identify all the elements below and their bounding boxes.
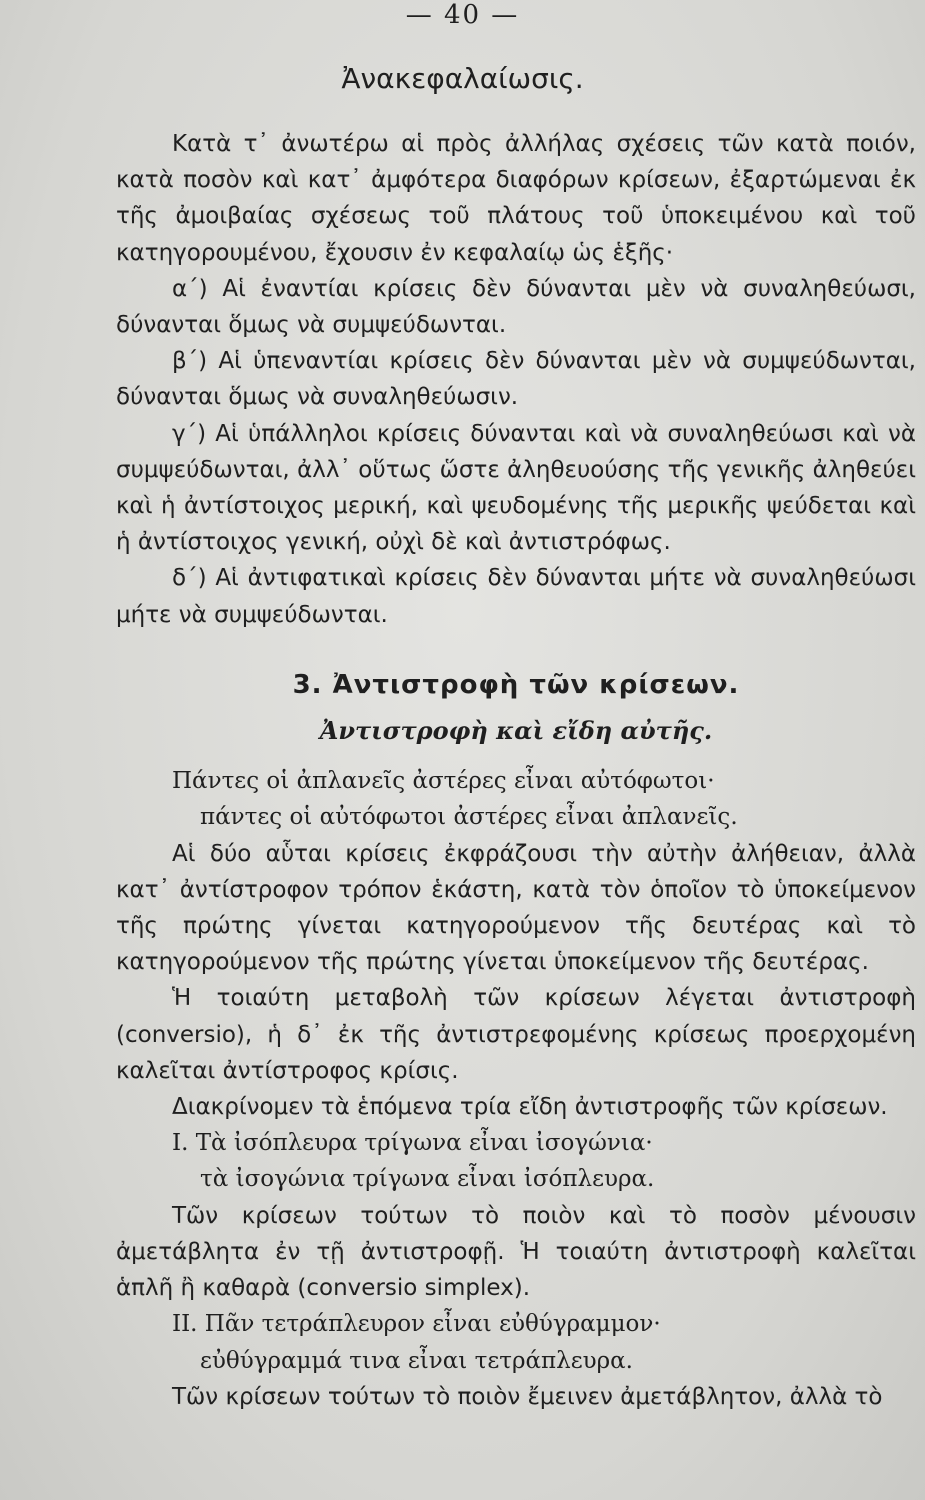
paragraph-2: Ἡ τοιαύτη μεταβολὴ τῶν κρίσεων λέγεται ἀντιστροφὴ (conversio), ἡ δ᾽ ἐκ τῆς ἀντιστρεφομένης κρίσεως προερχομένη καλεῖται ἀντίστροφος κρίσις.: [116, 985, 916, 1084]
recap-item-b: β΄) Αἱ ὑπεναντίαι κρίσεις δὲν δύνανται μὲν νὰ συμψεύδωνται, δύνανται ὅμως νὰ συναληθεύωσιν.: [116, 348, 916, 411]
page-body: [116, 126, 916, 1415]
section-title: 3. Ἀντιστροφὴ τῶν κρίσεων.: [292, 669, 740, 700]
section-subtitle: Ἀντιστροφὴ καὶ εἴδη αὐτῆς.: [319, 716, 713, 746]
recap-item-d: δ΄) Αἱ ἀντιφατικαὶ κρίσεις δὲν δύνανται μήτε νὰ συναληθεύωσι μήτε νὰ συμψεύδωνται.: [116, 565, 916, 628]
paragraph-1: Αἱ δύο αὗται κρίσεις ἐκφράζουσι τὴν αὐτὴν ἀλήθειαν, ἀλλὰ κατ᾽ ἀντίστροφον τρόπον ἑκάστη, κατὰ τὸν ὁποῖον τὸ ὑποκείμενον τῆς πρώτης γίνεται κατηγορούμενον τῆς δευτέρας καὶ τὸ κατηγορούμενον τῆς πρώτης γίνεται ὑποκείμενον τῆς δευτέρας.: [116, 840, 916, 976]
example-i-line-1: I. Τὰ ἰσόπλευρα τρίγωνα εἶναι ἰσογώνια·: [172, 1130, 653, 1157]
paragraph-3: Διακρίνομεν τὰ ἑπόμενα τρία εἴδη ἀντιστροφῆς τῶν κρίσεων.: [172, 1094, 888, 1121]
example-i-line-2: τὰ ἰσογώνια τρίγωνα εἶναι ἰσόπλευρα.: [200, 1166, 655, 1193]
paragraph-5: Τῶν κρίσεων τούτων τὸ ποιὸν ἔμεινεν ἀμετάβλητον, ἀλλὰ τὸ: [172, 1383, 883, 1410]
example-1-line-2: πάντες οἱ αὐτόφωτοι ἀστέρες εἶναι ἀπλανεῖς.: [200, 804, 738, 831]
paragraph-4: Τῶν κρίσεων τούτων τὸ ποιὸν καὶ τὸ ποσὸν μένουσιν ἀμετάβλητα ἐν τῇ ἀντιστροφῇ. Ἡ τοιαύτη ἀντιστροφὴ καλεῖται ἁπλῆ ἢ καθαρὰ (conversio simplex).: [116, 1202, 916, 1302]
example-ii-line-1: II. Πᾶν τετράπλευρον εἶναι εὐθύγραμμον·: [172, 1311, 661, 1338]
recap-item-a: α΄) Αἱ ἐναντίαι κρίσεις δὲν δύνανται μὲν νὰ συναληθεύωσι, δύνανται ὅμως νὰ συμψεύδωνται.: [116, 275, 916, 339]
section-gap: [116, 633, 916, 663]
page-heading: Ἀνακεφαλαίωσις.: [341, 62, 584, 95]
example-1-line-1: Πάντες οἱ ἀπλανεῖς ἀστέρες εἶναι αὐτόφωτοι·: [172, 768, 715, 795]
page-number: — 40 —: [405, 0, 520, 30]
recap-intro: Κατὰ τ᾽ ἀνωτέρω αἱ πρὸς ἀλλήλας σχέσεις τῶν κατὰ ποιόν, κατὰ ποσὸν καὶ κατ᾽ ἀμφότερα διαφόρων κρίσεων, ἐξαρτώμεναι ἐκ τῆς ἀμοιβαίας σχέσεως τοῦ πλάτους τοῦ ὑποκειμένου καὶ τοῦ κατηγορουμένου, ἔχουσιν ἐν κεφαλαίῳ ὡς ἑξῆς·: [116, 131, 916, 266]
recap-item-c: γ΄) Αἱ ὑπάλληλοι κρίσεις δύνανται καὶ νὰ συναληθεύωσι καὶ νὰ συμψεύδωνται, ἀλλ᾽ οὕτως ὥστε ἀληθευούσης τῆς γενικῆς ἀληθεύει καὶ ἡ ἀντίστοιχος μερική, καὶ ψευδομένης τῆς μερικῆς ψεύδεται καὶ ἡ ἀντίστοιχος γενική, οὐχὶ δὲ καὶ ἀντιστρόφως.: [116, 420, 916, 556]
example-ii-line-2: εὐθύγραμμά τινα εἶναι τετράπλευρα.: [200, 1347, 633, 1374]
